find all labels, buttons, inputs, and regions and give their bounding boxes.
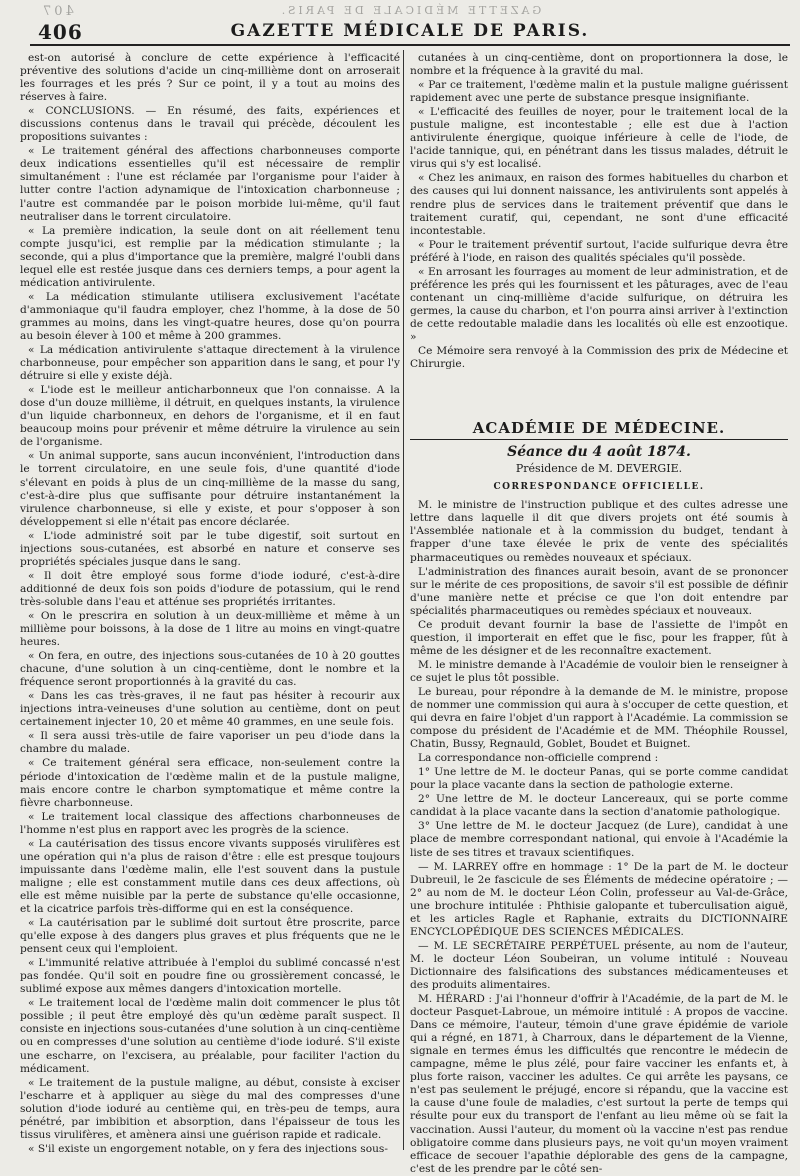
article-paragraph: « On fera, en outre, des injections sous-cutanées de 10 à 20 gouttes chacune, d'une solution à un cinq-centième, dont le nombre et la fréquence seront proportionnés à la gravité du cas.	[20, 650, 400, 689]
conclusions-paragraph: « CONCLUSIONS. — En résumé, des faits, expériences et discussions contenus dans le travail qui précède, découlent les propositions suivantes :	[20, 105, 400, 144]
article-paragraph: « La cautérisation des tissus encore vivants supposés virulifères est une opération qui n'a plus de raison d'être : elle est presque toujours impuissante dans l'œdème malin, elle l'est souvent dans la pustule maligne ; elle est constamment mutile dans ces deux affections, où elle est même nuisible par la perte de substance qu'elle occasionne, et la cicatrice parfois très-difforme qui en est la conséquence.	[20, 837, 400, 915]
president-line: Présidence de M. DEVERGIE.	[515, 462, 683, 476]
article-paragraph: — M. LARREY offre en hommage : 1° De la part de M. le docteur Dubreuil, le 2e fascicule de ses Éléments de médecine opératoire ; — 2° au nom de M. le docteur Léon Colin, professeur au Val-de-Grâce, une brochure intitulée : Phthisie galopante et tuberculisation aiguë, et les articles Ragle et Raphanie, extraits du DICTIONNAIRE ENCYCLOPÉDIQUE DES SCIENCES MÉDICALES.	[410, 860, 788, 938]
journal-title: GAZETTE MÉDICALE DE PARIS.	[230, 21, 590, 41]
article-paragraph: — M. LE SECRÉTAIRE PERPÉTUEL présente, au nom de l'auteur, M. le docteur Léon Soubeiran, un volume intitulé : Nouveau Dictionnaire des falsifications des substances médicamenteuses et des produits alimentaires.	[410, 939, 788, 991]
bleed-through-header	[40, 4, 780, 19]
article-paragraph: M. le ministre demande à l'Académie de vouloir bien le renseigner à ce sujet le plus tôt possible.	[410, 658, 788, 684]
article-paragraph: « La médication antivirulente s'attaque directement à la virulence charbonneuse, pour empêcher son apparition dans le sang, et pour l'y détruire si elle y existe déjà.	[20, 344, 400, 383]
section-spacer	[410, 372, 788, 402]
article-paragraph: « Le traitement de la pustule maligne, au début, consiste à exciser l'escharre et à appliquer au siège du mal des compresses d'une solution d'iode ioduré au centième qui, en très-peu de temps, aura pénétré, par imbibition et absorption, dans l'épaisseur de tous les tissus virulifères, et amènera ainsi une guérison rapide et radicale.	[20, 1076, 400, 1141]
article-paragraph: « Il sera aussi très-utile de faire vaporiser un peu d'iode dans la chambre du malade.	[20, 730, 400, 756]
article-paragraph: « Pour le traitement préventif surtout, l'acide sulfurique devra être préféré à l'iode, en raison des qualités spéciales qu'il possède.	[410, 238, 788, 264]
page-number: 406	[38, 20, 83, 44]
column-divider	[403, 50, 404, 1150]
section-rule	[410, 439, 788, 440]
article-paragraph: « En arrosant les fourrages au moment de leur administration, et de préférence les prés qui les fournissent et les pâturages, avec de l'eau contenant un cinq-millième d'acide sulfurique, on détruira les germes, la cause du charbon, et l'on pourra ainsi arriver à l'extinction de cette redoutable maladie dans les localités où elle est enzootique. »	[410, 265, 788, 343]
article-paragraph: Ce produit devant fournir la base de l'assiette de l'impôt en question, il importerait en effet que le fisc, pour les frapper, fût à même de les désigner et de les reconnaître exactement.	[410, 618, 788, 657]
article-paragraph: La correspondance non-officielle comprend :	[418, 752, 659, 765]
article-paragraph: « Il doit être employé sous forme d'iode ioduré, c'est-à-dire additionné de deux fois son poids d'iodure de potassium, qui le rend très-soluble dans l'eau et atténue ses propriétés irritantes.	[20, 569, 400, 608]
session-title: Séance du 4 août 1874.	[507, 444, 691, 461]
article-paragraph: cutanées à un cinq-centième, dont on proportionnera la dose, le nombre et la fréquence à la gravité du mal.	[410, 52, 788, 78]
article-paragraph: « Dans les cas très-graves, il ne faut pas hésiter à recourir aux injections intra-veineuses d'une solution au centième, dont on peut certainement injecter 10, 20 et même 40 grammes, en une seule fois.	[20, 690, 400, 729]
bleed-through-title: GAZETTE MÉDICALE DE PARIS.	[278, 4, 542, 17]
article-paragraph: 2° Une lettre de M. le docteur Lancereaux, qui se porte comme candidat à la place vacante dans la section d'anatomie pathologique.	[410, 793, 788, 819]
correspondence-heading: CORRESPONDANCE OFFICIELLE.	[493, 482, 705, 493]
article-paragraph: « Le traitement local de l'œdème malin doit commencer le plus tôt possible ; il peut être employé dès qu'un œdème paraît suspect. Il consiste en injections sous-cutanées d'une solution à un cinq-centième ou en compresses d'une solution au centième d'iode ioduré. S'il existe une escharre, on l'excisera, au préalable, pour faciliter l'action du médicament.	[20, 997, 400, 1075]
left-column	[20, 52, 400, 1155]
article-paragraph: « La médication stimulante utilisera exclusivement l'acétate d'ammoniaque qu'il faudra employer, chez l'homme, à la dose de 50 grammes au moins, dans les vingt-quatre heures, dose qu'on pourra au besoin élever à 100 et même à 200 grammes.	[20, 290, 400, 342]
article-paragraph: « Le traitement général des affections charbonneuses comporte deux indications essentielles qu'il est nécessaire de remplir simultanément : l'une est réclamée par l'organisme pour l'aider à lutter contre l'action adynamique de l'intoxication charbonneuse ; l'autre est commandée par le poison morbide lui-même, qu'il faut neutraliser dans le torrent circulatoire.	[20, 145, 400, 223]
article-paragraph: « Un animal supporte, sans aucun inconvénient, l'introduction dans le torrent circulatoire, en une seule fois, d'une quantité d'iode s'élevant en poids à plus de un cinq-millième de la masse du sang, c'est-à-dire plus que suffisante pour détruire instantanément la virulence charbonneuse, si elle y existe, et pour s'opposer à son développement si elle n'était pas encore déclarée.	[20, 450, 400, 528]
article-paragraph: « La première indication, la seule dont on ait réellement tenu compte jusqu'ici, est remplie par la médication stimulante ; la seconde, qui a plus d'importance que la première, malgré l'oubli dans lequel elle est restée jusque dans ces derniers temps, a pour agent la médication antivirulente.	[20, 224, 400, 289]
article-paragraph: L'administration des finances aurait besoin, avant de se prononcer sur le mérite de ces propositions, de savoir s'il est possible de définir d'une manière nette et précise ce que l'on doit entendre par spécialités pharmaceutiques ou remèdes spéciaux et nouveaux.	[410, 565, 788, 617]
article-paragraph: « L'immunité relative attribuée à l'emploi du sublimé concassé n'est pas fondée. Qu'il soit en poudre fine ou grossièrement concassé, le sublimé expose aux mêmes dangers d'intoxication mortelle.	[20, 957, 400, 996]
article-paragraph: « On le prescrira en solution à un deux-millième et même à un millième pour boissons, à la dose de 1 litre au moins en vingt-quatre heures.	[20, 609, 400, 649]
article-paragraph: « L'iode est le meilleur anticharbonneux que l'on connaisse. A la dose d'un douze millième, il détruit, en quelques instants, la virulence d'un liquide charbonneux, en dehors de l'organisme, et il en faut beaucoup moins pour prévenir et même détruire la virulence au sein de l'organisme.	[20, 384, 400, 449]
bleed-through-page-number: 407	[40, 4, 74, 19]
article-paragraph: « S'il existe un engorgement notable, on y fera des injections sous-	[28, 1142, 388, 1155]
article-paragraph: « L'iode administré soit par le tube digestif, soit surtout en injections sous-cutanées, est absorbé en nature et conserve ses propriétés spéciales jusque dans le sang.	[20, 529, 400, 568]
section-heading: ACADÉMIE DE MÉDECINE.	[472, 419, 726, 438]
article-paragraph: « L'efficacité des feuilles de noyer, pour le traitement local de la pustule maligne, est incontestable ; elle est due à l'action antivirulente énergique, quoique inférieure à celle de l'iode, de l'acide tannique, qui, en pénétrant dans les tissus malades, détruit le virus qui s'y est localisé.	[410, 106, 788, 171]
article-paragraph: M. HÉRARD : J'ai l'honneur d'offrir à l'Académie, de la part de M. le docteur Pasquet-Labroue, un mémoire intitulé : A propos de vaccine. Dans ce mémoire, l'auteur, témoin d'une grave épidémie de variole qui a régné, en 1871, à Charroux, dans le département de la Vienne, signale en termes émus les difficultés que rencontre le médecin de campagne, même le plus zélé, pour faire vacciner les enfants et, à plus forte raison, vacciner les adultes. Ce qui arrête les paysans, ce n'est pas seulement le préjugé, encore si répandu, que la vaccine est la cause d'une foule de maladies, c'est surtout la perte de temps qui résulte pour eux du transport de l'enfant au lieu même où se fait la vaccination. Aussi l'auteur, du moment où la vaccine n'est pas rendue obligatoire comme dans plusieurs pays, ne voit qu'un moyen vraiment efficace de secouer l'apathie déplorable des gens de la campagne, c'est de les prendre par le côté sen-	[410, 993, 788, 1175]
article-paragraph: « La cautérisation par le sublimé doit surtout être proscrite, parce qu'elle expose à des dangers plus graves et plus fréquents que ne le pensent ceux qui l'emploient.	[20, 917, 400, 956]
article-paragraph: 3° Une lettre de M. le docteur Jacquez (de Lure), candidat à une place de membre correspondant national, qui envoie à l'Académie la liste de ses titres et travaux scientifiques.	[410, 820, 788, 859]
article-paragraph: « Par ce traitement, l'œdème malin et la pustule maligne guérissent rapidement avec une perte de substance presque insignifiante.	[410, 79, 788, 105]
page-header	[30, 20, 790, 46]
article-paragraph: est-on autorisé à conclure de cette expérience à l'efficacité préventive des solutions d'acide un cinq-millième dont on arroserait les fourrages et les prés ? Sur ce point, il y a tout au moins des réserves à faire.	[20, 52, 400, 104]
article-paragraph: « Ce traitement général sera efficace, non-seulement contre la période d'intoxication de l'œdème malin et de la pustule maligne, mais encore contre le charbon symptomatique et même contre la fièvre charbonneuse.	[20, 757, 400, 809]
article-paragraph: « Le traitement local classique des affections charbonneuses de l'homme n'est plus en rapport avec les progrès de la science.	[20, 810, 400, 836]
article-paragraph: « Chez les animaux, en raison des formes habituelles du charbon et des causes qui lui donnent naissance, les antivirulents sont appelés à rendre plus de services dans le traitement préventif que dans le traitement curatif, qui, cependant, ne sont d'une efficacité incontestable.	[410, 172, 788, 237]
article-paragraph: Ce Mémoire sera renvoyé à la Commission des prix de Médecine et Chirurgie.	[410, 345, 788, 371]
article-paragraph: M. le ministre de l'instruction publique et des cultes adresse une lettre dans laquelle il dit que divers projets ont été soumis à l'Assemblée nationale et à la commission du budget, tendant à frapper d'une taxe élevée le prix de vente des spécialités pharmaceutiques ou remèdes nouveaux et spéciaux.	[410, 499, 788, 564]
right-column	[410, 52, 788, 1175]
article-paragraph: 1° Une lettre de M. le docteur Panas, qui se porte comme candidat pour la place vacante dans la section de pathologie externe.	[410, 766, 788, 792]
article-paragraph: Le bureau, pour répondre à la demande de M. le ministre, propose de nommer une commission qui aura à s'occuper de cette question, et qui devra en faire l'objet d'un rapport à l'Académie. La commission se compose du président de l'Académie et de MM. Théophile Roussel, Chatin, Bussy, Regnauld, Goblet, Boudet et Buignet.	[410, 685, 788, 751]
